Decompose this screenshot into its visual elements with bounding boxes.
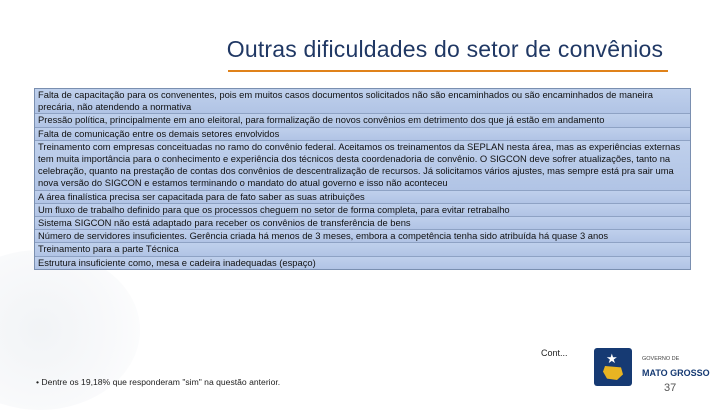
table-row: Sistema SIGCON não está adaptado para receber os convênios de transferência de bens: [35, 217, 690, 230]
table-row: Falta de capacitação para os convenentes, pois em muitos casos documentos solicitados não são encaminhados ou são encaminhados de maneira precária, não atendendo a normativa: [35, 89, 690, 114]
table-row: Falta de comunicação entre os demais setores envolvidos: [35, 128, 690, 141]
logo-name: MATO GROSSO: [642, 368, 710, 378]
difficulties-table: [34, 88, 691, 270]
star-icon: ★: [606, 351, 618, 366]
page-number: 37: [664, 382, 677, 394]
table-row: A área finalística precisa ser capacitada para de fato saber as suas atribuições: [35, 191, 690, 204]
slide-title: Outras dificuldades do setor de convênios: [226, 36, 664, 62]
state-map-icon: [603, 366, 623, 380]
table-row: Treinamento para a parte Técnica: [35, 243, 690, 256]
continued-label: Cont...: [541, 348, 568, 358]
table-row: Pressão política, principalmente em ano eleitoral, para formalização de novos convênios em detrimento dos que já estão em andamento: [35, 114, 690, 127]
table-row: Número de servidores insuficientes. Gerência criada há menos de 3 meses, embora a competência tenha sido atribuída há quase 3 anos: [35, 230, 690, 243]
table-row: Estrutura insuficiente como, mesa e cadeira inadequadas (espaço): [35, 257, 690, 269]
state-emblem-icon: [594, 348, 632, 386]
footnote: • Dentre os 19,18% que responderam "sim" na questão anterior.: [36, 377, 281, 387]
table-row: Um fluxo de trabalho definido para que os processos cheguem no setor de forma completa, para evitar retrabalho: [35, 204, 690, 217]
government-logo: [594, 348, 714, 388]
title-underline: [228, 70, 668, 72]
table-row: Treinamento com empresas conceituadas no ramo do convênio federal. Aceitamos os treinamentos da SEPLAN nesta área, mas as experiências externas tem muita importância para o conhecimento e experiência dos técnicos desta coordenadoria de convênio. O SIGCON deve sofrer atualizações, tanto na celebração, quanto na prestação de contas dos convênios de descentralização de recursos. Já solicitamos vários ajustes, mas sempre está pra sair uma nova versão do SIGCON e estamos terminando o mandato do atual governo e isso não aconteceu: [35, 141, 690, 191]
logo-subtitle: GOVERNO DE: [642, 356, 680, 362]
